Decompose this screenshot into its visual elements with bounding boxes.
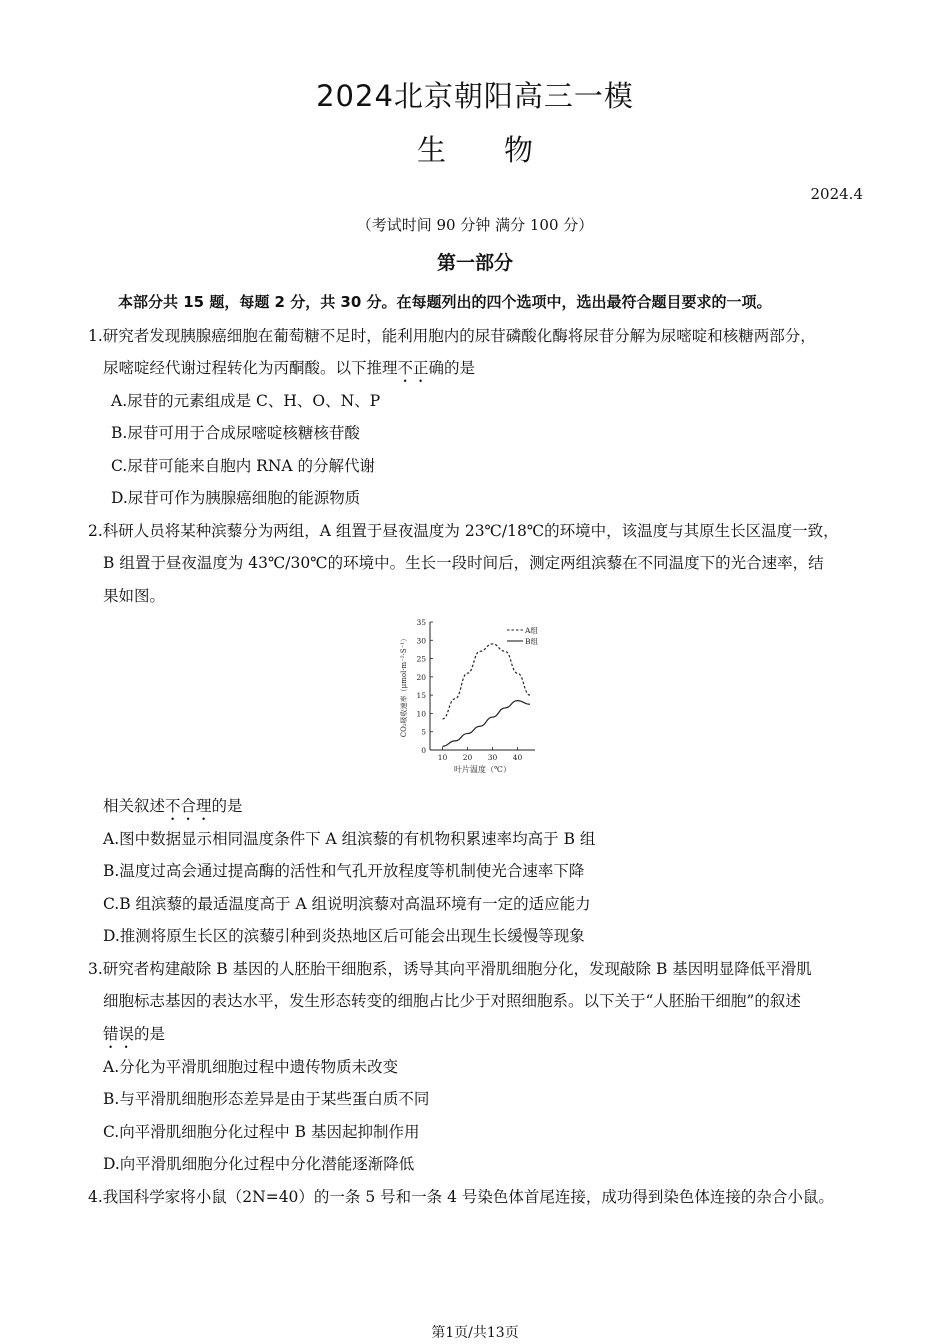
- q3-option-b: B.与平滑肌细胞形态差异是由于某些蛋白质不同: [103, 1090, 430, 1108]
- photosynthesis-chart: [385, 612, 570, 784]
- q1-emphasis: 不正: [397, 359, 429, 377]
- q1-stem-line2: [103, 356, 475, 386]
- y-axis-label: CO₂吸收速率（μmol·m⁻²·S⁻¹）: [400, 634, 408, 738]
- q4-stem-line1: 4.我国科学家将小鼠（2N=40）的一条 5 号和一条 4 号染色体首尾连接，成功得到染色体连接的杂合小鼠。: [88, 1188, 834, 1206]
- x-tick-label: 10: [437, 753, 448, 762]
- instructions: 本部分共 15 题，每题 2 分，共 30 分。在每题列出的四个选项中，选出最符合题目要求的一项。: [118, 293, 772, 311]
- q1-option-a: A.尿苷的元素组成是 C、H、O、N、P: [111, 392, 381, 410]
- x-tick-label: 40: [512, 753, 523, 762]
- q2-emphasis: 不合理: [165, 797, 212, 815]
- legend-label-b: B组: [525, 637, 539, 646]
- x-tick-label: 30: [487, 753, 498, 762]
- q3-option-c: C.向平滑肌细胞分化过程中 B 基因起抑制作用: [103, 1123, 420, 1141]
- y-tick-label: 10: [416, 709, 426, 719]
- y-tick-label: 20: [416, 672, 426, 682]
- part-heading: 第一部分: [436, 252, 513, 274]
- page-footer: 第1页/共13页: [431, 1325, 519, 1341]
- q2-option-a: A.图中数据显示相同温度条件下 A 组滨藜的有机物积累速率均高于 B 组: [103, 830, 596, 848]
- q2-option-c: C.B 组滨藜的最适温度高于 A 组说明滨藜对高温环境有一定的适应能力: [103, 895, 591, 913]
- y-tick-label: 30: [416, 636, 426, 646]
- q3-option-a: A.分化为平滑肌细胞过程中遗传物质未改变: [103, 1058, 399, 1076]
- exam-info: （考试时间 90 分钟 满分 100 分）: [356, 216, 594, 234]
- subject-title: 生物: [416, 133, 591, 167]
- q1-stem-text: 尿嘧啶经代谢过程转化为丙酮酸。以下推理: [103, 359, 398, 377]
- q2-question-line: [103, 794, 243, 824]
- legend-label-a: A组: [525, 626, 538, 635]
- q3-stem-tail: 的是: [134, 1025, 166, 1043]
- x-axis-label: 叶片温度（℃）: [454, 765, 511, 774]
- y-tick-label: 35: [416, 618, 426, 627]
- q3-option-d: D.向平滑肌细胞分化过程中分化潜能逐渐降低: [103, 1155, 415, 1173]
- q2-option-b: B.温度过高会通过提高酶的活性和气孔开放程度等机制使光合速率下降: [103, 862, 585, 880]
- x-tick-label: 20: [462, 753, 473, 762]
- q1-option-b: B.尿苷可用于合成尿嘧啶核糖核苷酸: [111, 424, 360, 442]
- y-tick-label: 15: [416, 691, 426, 701]
- y-tick-label: 5: [421, 727, 426, 737]
- y-tick-label: 0: [421, 746, 426, 755]
- exam-date: 2024.4: [810, 185, 863, 203]
- exam-title: 2024北京朝阳高三一模: [316, 79, 634, 113]
- q2-stem-line3: 果如图。: [103, 587, 166, 605]
- q2-stem-line2: B 组置于昼夜温度为 43℃/30℃的环境中。生长一段时间后，测定两组滨藜在不同温度下的光合速率，结: [103, 554, 824, 572]
- series-line-b: [443, 701, 531, 747]
- q3-stem-line3: [103, 1022, 165, 1052]
- q1-option-c: C.尿苷可能来自胞内 RNA 的分解代谢: [111, 457, 376, 475]
- q2-question-tail: 的是: [211, 797, 243, 815]
- series-line-a: [443, 644, 531, 719]
- q3-stem-line2: 细胞标志基因的表达水平，发生形态转变的细胞占比少于对照细胞系。以下关于“人胚胎干细胞”的叙述: [103, 992, 801, 1010]
- q3-stem-line1: 3.研究者构建敲除 B 基因的人胚胎干细胞系，诱导其向平滑肌细胞分化，发现敲除 B 基因明显降低平滑肌: [88, 960, 812, 978]
- q2-option-d: D.推测将原生长区的滨藜引种到炎热地区后可能会出现生长缓慢等现象: [103, 927, 585, 945]
- q1-stem-line1: 1.研究者发现胰腺癌细胞在葡萄糖不足时，能利用胞内的尿苷磷酸化酶将尿苷分解为尿嘧啶和核糖两部分，: [88, 327, 816, 345]
- q3-emphasis: 错误: [103, 1025, 135, 1043]
- q1-option-d: D.尿苷可作为胰腺癌细胞的能源物质: [111, 489, 361, 507]
- y-tick-label: 25: [416, 654, 426, 664]
- q1-stem-tail: 确的是: [428, 359, 476, 377]
- q2-stem-line1: 2.科研人员将某种滨藜分为两组，A 组置于昼夜温度为 23℃/18℃的环境中，该温度与其原生长区温度一致，: [88, 522, 839, 540]
- q2-question-text: 相关叙述: [103, 797, 166, 815]
